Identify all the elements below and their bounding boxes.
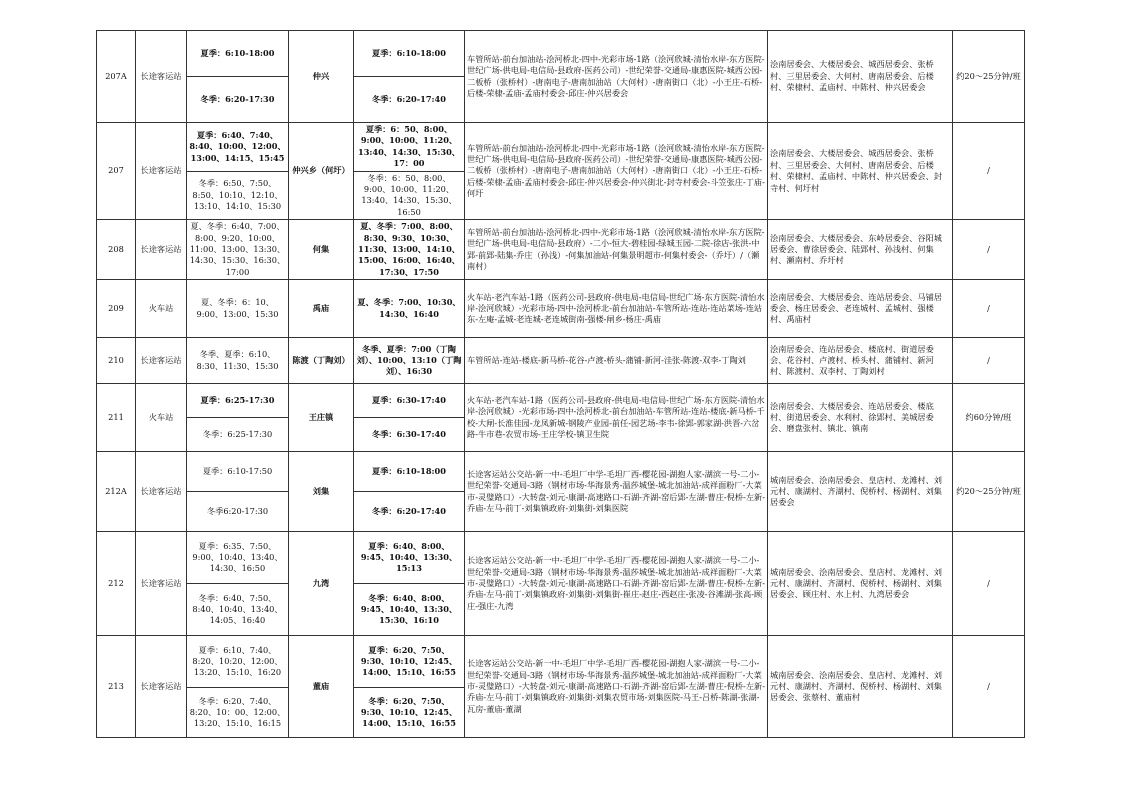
- bus-route-table: [96, 30, 1025, 738]
- stops-list: 火车站-老汽车站-1路（医药公司-县政府-供电局-电信局-世纪广场-东方医院-清怡水岸-浍河欣城）-光彩市场-四中-浍河桥北-前台加油站-车管所站-连站-楼底-新马桥-千校-大闸-长淮佳园-龙凤新城-钢陵产业园-前任-园艺场-李韦-徐郢-郭家湖-洪晋-六岔路-牛市巷-农贸市场-王庄学校-镇卫生院: [465, 384, 768, 452]
- return-times: 夏季：6:20、7:50、9:30、10:10、12:45、14:00、15:10、16:55: [354, 636, 465, 688]
- return-times: 冬季：6:20-17:40: [354, 77, 465, 123]
- stops-list: 长途客运站公交站-新一中-毛坦厂中学-毛坦厂西-樱花园-湖抱人家-湖滨一号-二小-世纪荣誉-交通局-3路（钢材市场-华海景秀-温莎城堡-城北加油站-成祥面粉厂-大菜市-灵璧路口）-大转盘-刘元-康湖-高速路口-石湖-齐湖-窑后郢-左湖-曹庄-倪桥-左新-乔庙-左马-前丁-刘集镇政府-刘集街-刘集街-崔庄-赵庄-西赵庄-张凌-谷滩湖-张高-顾庄-强庄-九湾: [465, 532, 768, 636]
- start-station: 火车站: [136, 280, 187, 338]
- table-row: [97, 338, 1025, 384]
- route-number: 212A: [97, 452, 136, 532]
- return-times: 冬季：6:30-17:40: [354, 418, 465, 452]
- terminus: 仲兴: [289, 31, 354, 123]
- communities-served: 城南居委会、浍南居委会、皇店村、龙滩村、刘元村、康湖村、齐湖村、倪桥村、杨湖村、刘集居委会: [768, 452, 953, 532]
- start-station: 长途客运站: [136, 123, 187, 220]
- stops-list: 车管所站-前台加油站-浍河桥北-四中-光彩市场-1路（浍河欣城-清怡水岸-东方医院-世纪广场-供电局-电信局-县政府-医药公司）-世纪荣誉-交通局-康惠医院-城西公园-二板桥（张桥村）-唐南电子-唐南加油站（大何村）-唐南街口（北）-小王庄-石桥-后楼-荣棣-孟庙-孟庙村委会-邱庄-仲兴居委会-仲兴街北-封寺村委会-斗笠张庄-丁庙-何圩: [465, 123, 768, 220]
- route-number: 210: [97, 338, 136, 384]
- outbound-times: 冬季：6:20、7:40、8:20、10：00、12:00、13:20、15:10、16:15: [187, 688, 289, 738]
- stops-list: 长途客运站公交站-新一中-毛坦厂中学-毛坦厂西-樱花园-湖抱人家-湖滨一号-二小-世纪荣誉-交通局-3路（钢材市场-华海景秀-温莎城堡-城北加油站-成祥面粉厂-大菜市-灵璧路口）-大转盘-刘元-康湖-高速路口-石湖-齐湖-窑后郢-左湖-曹庄-倪桥-左新-乔庙-左马-前丁-刘集镇政府-刘集街-刘集农贸市场-刘集医院-马王-吕桥-陈湖-张湖-瓦房-董庙-董湖: [465, 636, 768, 738]
- table-row: [97, 452, 1025, 492]
- communities-served: 城南居委会、浍南居委会、皇店村、龙滩村、刘元村、康湖村、齐湖村、倪桥村、杨湖村、刘集居委会、顾庄村、水上村、九湾居委会: [768, 532, 953, 636]
- stops-list: 长途客运站公交站-新一中-毛坦厂中学-毛坦厂西-樱花园-湖抱人家-湖滨一号-二小-世纪荣誉-交通局-3路（钢材市场-华海景秀-温莎城堡-城北加油站-成祥面粉厂-大菜市-灵璧路口）-大转盘-刘元-康湖-高速路口-石湖-齐湖-窑后郢-左湖-曹庄-倪桥-左新-乔庙-左马-前丁-刘集镇政府-刘集街-刘集医院: [465, 452, 768, 532]
- service-interval: /: [953, 532, 1025, 636]
- communities-served: 浍南居委会、大楼居委会、连站居委会、楼底村、街道居委会、水利村、徐郢村、美城居委会、磨盘张村、镇北、镇南: [768, 384, 953, 452]
- communities-served: 浍南居委会、大楼居委会、东岭居委会、谷阳城居委会、曹徐居委会、陆郢村、孙浅村、何集村、瀬南村、乔圩村: [768, 220, 953, 280]
- return-times: 夏季：6:30-17:40: [354, 384, 465, 418]
- service-interval: /: [953, 280, 1025, 338]
- route-number: 207: [97, 123, 136, 220]
- return-times: 冬季：6:20、7:50、9:30、10:10、12:45、14:00、15:10、16:55: [354, 688, 465, 738]
- stops-list: 车管所站-前台加油站-浍河桥北-四中-光彩市场-1路（浍河欣城-清怡水岸-东方医院-世纪广场-供电局-电信局-县政府-医药公司）-世纪荣誉-交通局-康惠医院-城西公园-二板桥（张桥村）-唐南电子-唐南加油站（大何村）-唐南街口（北）-小王庄-石桥-后楼-荣棣-孟庙-孟庙村委会-邱庄-仲兴居委会: [465, 31, 768, 123]
- return-times: 夏季：6:10-18:00: [354, 31, 465, 77]
- outbound-times: 夏季：6:10、7:40、8:20、10:20、12:00、13:20、15:10、16:20: [187, 636, 289, 688]
- stops-list: 车管所站-连站-楼底-新马桥-花谷-卢渡-桥头-蒲铺-新河-洼张-陈渡-双李-丁陶刘: [465, 338, 768, 384]
- terminus: 董庙: [289, 636, 354, 738]
- route-number: 212: [97, 532, 136, 636]
- outbound-times: 夏季：6:10-18:00: [187, 31, 289, 77]
- return-times: 冬季：6:40、8:00、9:45、10:40、13:30、15:30、16:10: [354, 584, 465, 636]
- table-row: [97, 384, 1025, 418]
- start-station: 火车站: [136, 384, 187, 452]
- outbound-times: 冬季：6:20-17:30: [187, 77, 289, 123]
- terminus: 九湾: [289, 532, 354, 636]
- service-interval: /: [953, 220, 1025, 280]
- terminus: 刘集: [289, 452, 354, 532]
- service-interval: /: [953, 338, 1025, 384]
- outbound-times: 夏季：6:35、7:50、9:00、10:40、13:40、14:30、16:50: [187, 532, 289, 584]
- start-station: 长途客运站: [136, 220, 187, 280]
- return-times: 夏季：6:40、8:00、9:45、10:40、13:30、15:13: [354, 532, 465, 584]
- communities-served: 浍南居委会、大楼居委会、城西居委会、张桥村、三里居委会、大何村、唐南居委会、后楼村、荣棣村、孟庙村、中陈村、仲兴居委会: [768, 31, 953, 123]
- outbound-times: 夏季：6:40、7:40、8:40、10:00、12:00、13:00、14:15、15:45: [187, 123, 289, 172]
- return-times: 夏季：6:10-18:00: [354, 452, 465, 492]
- terminus: 何集: [289, 220, 354, 280]
- return-times: 夏、冬季：7:00、8:00、8:30、9:30、10:30、11:30、13:00、14:10、15:00、16:00、16:40、17:30、17:50: [354, 220, 465, 280]
- return-times: 冬季、夏季：7:00（丁陶刘）、10:00、13:10（丁陶刘）、16:30: [354, 338, 465, 384]
- outbound-times: 夏季：6:25-17:30: [187, 384, 289, 418]
- start-station: 长途客运站: [136, 532, 187, 636]
- communities-served: 城南居委会、浍南居委会、皇店村、龙滩村、刘元村、康湖村、齐湖村、倪桥村、杨湖村、刘集居委会、张蔡村、董庙村: [768, 636, 953, 738]
- stops-list: 火车站-老汽车站-1路（医药公司-县政府-供电局-电信局-世纪广场-东方医院-清怡水岸-浍河欣城）-光彩市场-四中-浍河桥北-前台加油站-车管所站-连站-连站菜场-连站东-左庵-孟城-老连城-老连城街南-强楼-闸乡-杨庄-禹庙: [465, 280, 768, 338]
- return-times: 冬季：6:20-17:40: [354, 492, 465, 532]
- start-station: 长途客运站: [136, 636, 187, 738]
- start-station: 长途客运站: [136, 338, 187, 384]
- outbound-times: 冬季、夏季：6:10、8:30、11:30、15:30: [187, 338, 289, 384]
- table-row: [97, 123, 1025, 172]
- return-times: 夏、冬季：7:00、10:30、14:30、16:40: [354, 280, 465, 338]
- outbound-times: 冬季：6:25-17:30: [187, 418, 289, 452]
- service-interval: 约20～25分钟/班: [953, 452, 1025, 532]
- service-interval: 约60分钟/班: [953, 384, 1025, 452]
- terminus: 禹庙: [289, 280, 354, 338]
- communities-served: 浍南居委会、大楼居委会、城西居委会、张桥村、三里居委会、大何村、唐南居委会、后楼村、荣棣村、孟庙村、中陈村、仲兴居委会、封寺村、何圩村: [768, 123, 953, 220]
- table-row: [97, 31, 1025, 77]
- terminus: 仲兴乡（何圩）: [289, 123, 354, 220]
- terminus: 陈渡（丁陶刘）: [289, 338, 354, 384]
- outbound-times: 冬季6:20-17:30: [187, 492, 289, 532]
- table-row: [97, 220, 1025, 280]
- communities-served: 浍南居委会、大楼居委会、连站居委会、马铺居委会、杨庄居委会、老连城村、孟城村、强楼村、禹庙村: [768, 280, 953, 338]
- route-number: 207A: [97, 31, 136, 123]
- outbound-times: 夏、冬季：6：10、9:00、13:00、15:30: [187, 280, 289, 338]
- route-number: 208: [97, 220, 136, 280]
- service-interval: /: [953, 123, 1025, 220]
- outbound-times: 冬季：6:40、7:50、8:40、10:40、13:40、14:05、16:40: [187, 584, 289, 636]
- table-row: [97, 636, 1025, 688]
- terminus: 王庄镇: [289, 384, 354, 452]
- start-station: 长途客运站: [136, 31, 187, 123]
- service-interval: /: [953, 636, 1025, 738]
- table-row: [97, 280, 1025, 338]
- service-interval: 约20～25分钟/班: [953, 31, 1025, 123]
- outbound-times: 冬季：6:50、7:50、8:50、10:10、12:10、13:10、14:10、15:30: [187, 171, 289, 220]
- return-times: 夏季：6：50、8:00、9:00、10:00、11:20、13:40、14:30、15:30、17：00: [354, 123, 465, 172]
- route-number: 213: [97, 636, 136, 738]
- communities-served: 浍南居委会、连站居委会、楼底村、街道居委会、花谷村、卢渡村、桥头村、蒲铺村、新河村、陈渡村、双李村、丁陶刘村: [768, 338, 953, 384]
- route-number: 209: [97, 280, 136, 338]
- start-station: 长途客运站: [136, 452, 187, 532]
- outbound-times: 夏季：6:10-17:50: [187, 452, 289, 492]
- table-row: [97, 532, 1025, 584]
- route-number: 211: [97, 384, 136, 452]
- return-times: 冬季：6：50、8:00、9:00、10:00、11:20、13:40、14:30、15:30、16:50: [354, 171, 465, 220]
- outbound-times: 夏、冬季：6:40、7:00、8:00、9:20、10:00、11:00、13:00、13:30、14:30、15:30、16:30、17:00: [187, 220, 289, 280]
- stops-list: 车管所站-前台加油站-浍河桥北-四中-光彩市场-1路（浍河欣城-清怡水岸-东方医院-世纪广场-供电局-电信局-县政府）-二小-恒大-碧桂园-绿城玉园-二院-徐店-张洪-中郢-前郢-陆集-乔庄（孙浅）-何集加油站-何集景明超市-何集村委会-（乔圩）/（瀬南村）: [465, 220, 768, 280]
